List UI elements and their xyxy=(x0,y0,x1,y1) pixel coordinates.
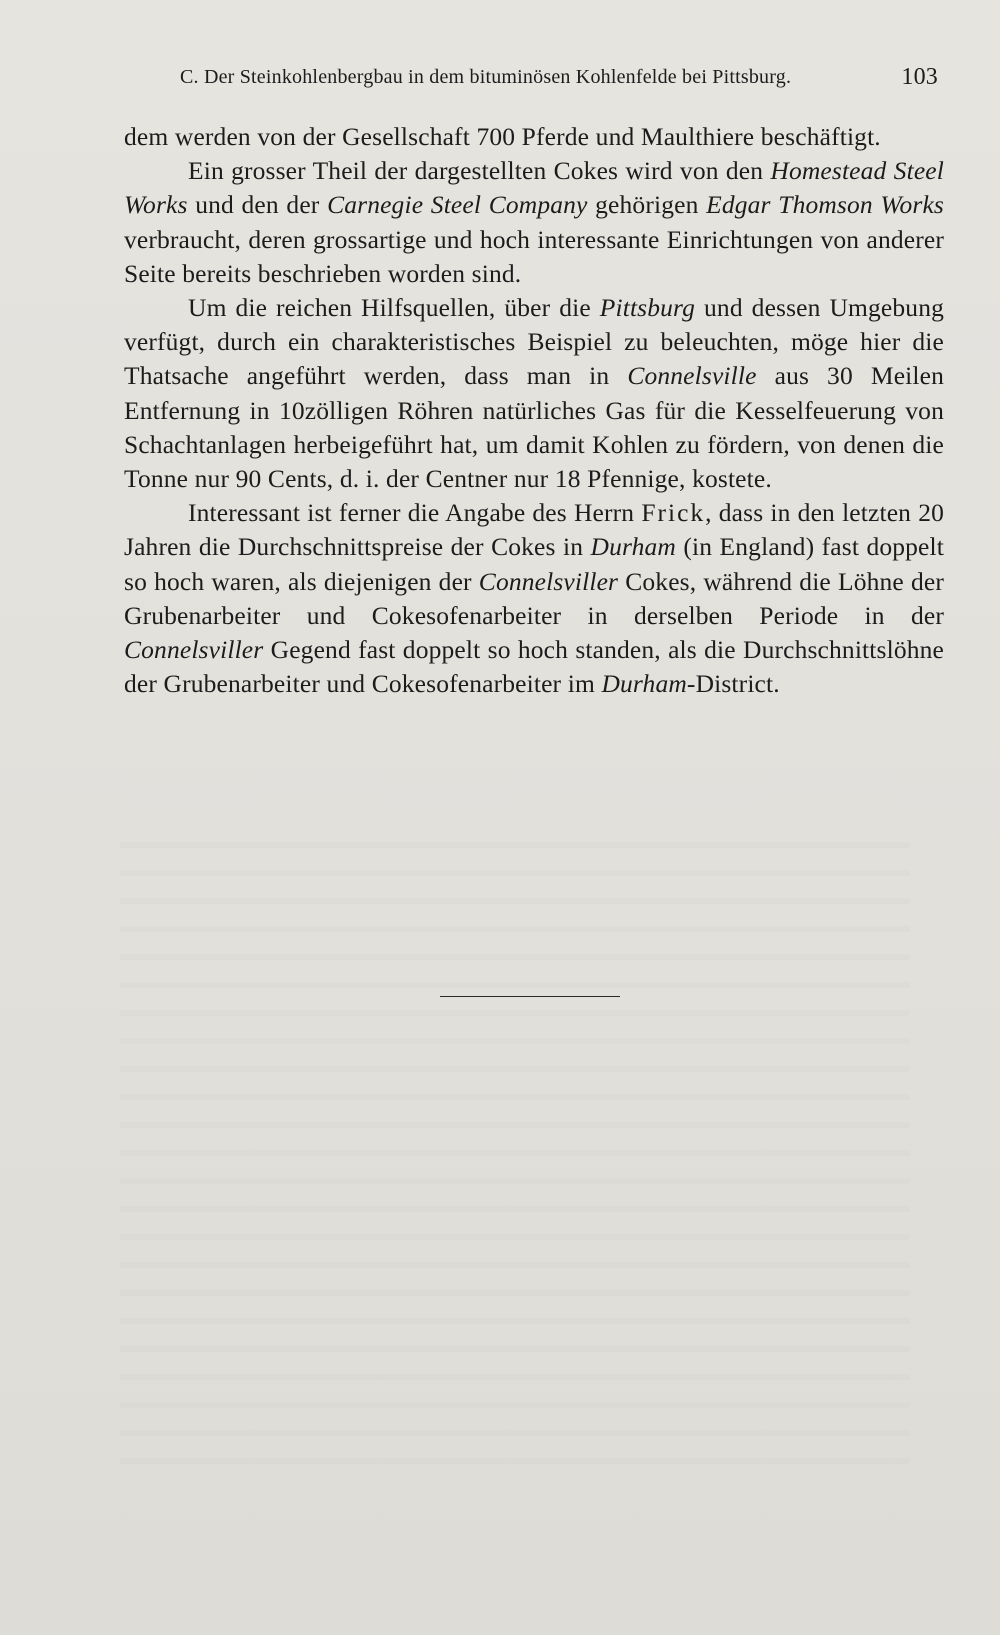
text-run: Gegend fast doppelt so hoch standen, als die Durchschnittslöhne der Grubenarbeiter und Cokesofenarbeiter im xyxy=(124,635,944,699)
text-run: dem werden von der Gesellschaft 700 Pferde und Maulthiere beschäftigt. xyxy=(124,122,881,151)
text-run: Ein grosser Theil der dargestellten Cokes wird von den xyxy=(188,156,771,186)
text-run: Interessant ist ferner die Angabe des Herrn xyxy=(188,498,642,528)
italic-run: Durham xyxy=(590,532,676,562)
italic-run: Edgar Thomson Works xyxy=(706,190,944,220)
bleed-through-texture xyxy=(120,820,910,1470)
italic-run: Durham xyxy=(601,669,687,699)
section-end-rule xyxy=(440,996,620,997)
italic-run: Homestead Steel Works xyxy=(124,156,944,220)
italic-run: Carnegie Steel Company xyxy=(327,190,588,220)
text-run: und dessen Umgebung verfügt, durch ein charakteristisches Beispiel zu beleuchten, möge hier die Thatsache angeführt werden, dass man in xyxy=(124,293,944,391)
text-run: -District. xyxy=(686,669,780,699)
text-run: Um die reichen Hilfsquellen, über die xyxy=(188,293,600,323)
italic-run: Connelsville xyxy=(627,361,757,391)
paragraph-2 xyxy=(124,154,944,291)
text-run: gehörigen xyxy=(587,190,707,220)
body-text xyxy=(124,120,944,701)
text-run: verbraucht, deren grossartige und hoch interessante Einrichtungen von anderer Seite bereits beschrieben worden sind. xyxy=(124,224,944,288)
spaced-name-run: Frick xyxy=(641,498,706,528)
text-run: (in England) fast doppelt so hoch waren, als diejenigen der xyxy=(124,532,944,596)
page-header xyxy=(180,66,938,89)
italic-run: Connelsviller xyxy=(478,566,619,596)
italic-run: Pittsburg xyxy=(599,293,696,323)
paragraph-3 xyxy=(124,291,944,496)
page-number: 103 xyxy=(901,64,938,90)
paragraph-4 xyxy=(124,496,944,701)
text-run: aus 30 Meilen Entfernung in 10zölligen Röhren natürliches Gas für die Kesselfeuerung von Schachtanlagen herbeigeführt hat, um damit Kohlen zu fördern, von denen die Tonne nur 90 Cents, d. i. der Centner nur 18 Pfennige, kostete. xyxy=(124,361,944,494)
text-run: und den der xyxy=(187,190,328,220)
text-run: Cokes, während die Löhne der Grubenarbeiter und Cokesofenarbeiter in derselben Periode in der xyxy=(124,566,944,630)
running-head: C. Der Steinkohlenbergbau in dem bituminösen Kohlenfelde bei Pittsburg. xyxy=(180,66,792,88)
text-run: , dass in den letzten 20 Jahren die Durchschnittspreise der Cokes in xyxy=(124,498,944,562)
italic-run: Connelsviller xyxy=(124,635,264,665)
paragraph-1 xyxy=(124,120,944,154)
